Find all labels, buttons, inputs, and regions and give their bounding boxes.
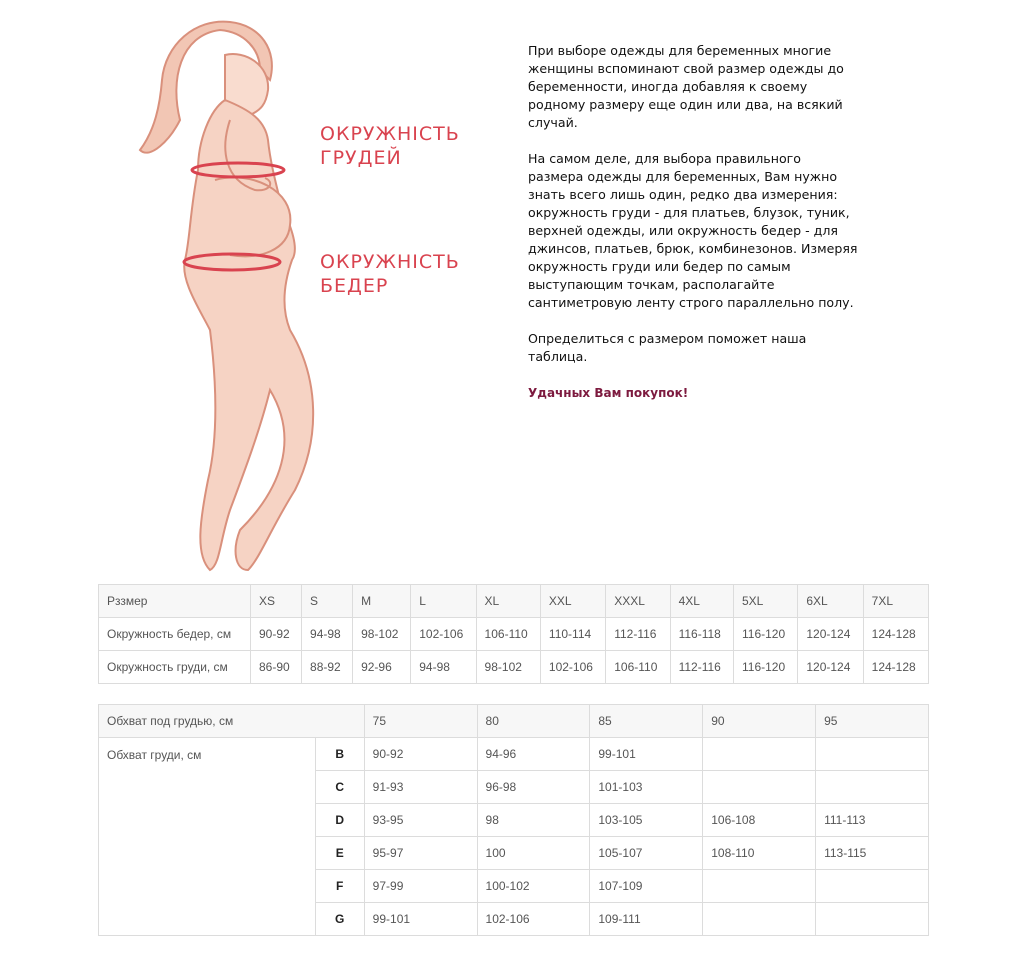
cup-e: E bbox=[315, 837, 364, 870]
cup-f: F bbox=[315, 870, 364, 903]
table-cell: 98-102 bbox=[476, 651, 540, 684]
cup-b: B bbox=[315, 738, 364, 771]
table-cell: 111-113 bbox=[816, 804, 929, 837]
table-cell: 100 bbox=[477, 837, 590, 870]
size-xs: XS bbox=[251, 585, 302, 618]
table-cell: 109-111 bbox=[590, 903, 703, 936]
table-cell: 99-101 bbox=[590, 738, 703, 771]
size-4xl: 4XL bbox=[670, 585, 733, 618]
table-cell: 92-96 bbox=[353, 651, 411, 684]
table-cell: 90-92 bbox=[364, 738, 477, 771]
table-cell: 97-99 bbox=[364, 870, 477, 903]
table-cell: 116-120 bbox=[733, 651, 797, 684]
table-cell: 90-92 bbox=[251, 618, 302, 651]
table-cell: 98 bbox=[477, 804, 590, 837]
underbust-75: 75 bbox=[364, 705, 477, 738]
description-text bbox=[528, 42, 858, 402]
table-cell: 94-98 bbox=[302, 618, 353, 651]
table-cell: 99-101 bbox=[364, 903, 477, 936]
table-cell: 95-97 bbox=[364, 837, 477, 870]
table-cell: 91-93 bbox=[364, 771, 477, 804]
table-cell: 120-124 bbox=[798, 651, 863, 684]
cup-d: D bbox=[315, 804, 364, 837]
table-cell: 93-95 bbox=[364, 804, 477, 837]
table-cell: 102-106 bbox=[411, 618, 476, 651]
table-cell: 103-105 bbox=[590, 804, 703, 837]
size-xl: XL bbox=[476, 585, 540, 618]
size-6xl: 6XL bbox=[798, 585, 863, 618]
table-cell: 102-106 bbox=[477, 903, 590, 936]
size-xxxl: XXXL bbox=[606, 585, 670, 618]
size-header-label: Рззмер bbox=[99, 585, 251, 618]
cup-g: G bbox=[315, 903, 364, 936]
table-cell bbox=[816, 870, 929, 903]
table-cell: 120-124 bbox=[798, 618, 863, 651]
table-cell: 108-110 bbox=[703, 837, 816, 870]
bra-size-table bbox=[98, 704, 929, 936]
table-cell: 106-110 bbox=[476, 618, 540, 651]
table-cell: 101-103 bbox=[590, 771, 703, 804]
table-cell: 116-120 bbox=[733, 618, 797, 651]
table-cell: 112-116 bbox=[606, 618, 670, 651]
size-s: S bbox=[302, 585, 353, 618]
closing-text: Удачных Вам покупок! bbox=[528, 386, 689, 400]
table-cell: 112-116 bbox=[670, 651, 733, 684]
table-cell: 100-102 bbox=[477, 870, 590, 903]
table-cell bbox=[703, 870, 816, 903]
table-cell: 94-98 bbox=[411, 651, 476, 684]
table-cell: 96-98 bbox=[477, 771, 590, 804]
hips-label bbox=[320, 250, 460, 298]
table-cell: 116-118 bbox=[670, 618, 733, 651]
size-m: M bbox=[353, 585, 411, 618]
bust-label-line-1: ОКРУЖНІСТЬ bbox=[320, 123, 460, 145]
table-cell bbox=[816, 771, 929, 804]
underbust-90: 90 bbox=[703, 705, 816, 738]
table-cell: 107-109 bbox=[590, 870, 703, 903]
table-row bbox=[99, 651, 929, 684]
size-7xl: 7XL bbox=[863, 585, 928, 618]
paragraph-2: На самом деле, для выбора правильного размера одежды для беременных, Вам нужно знать всего лишь один, редко два измерения: окружность груди - для платьев, блузок, туник, верхней одежды, или окружность бедер - для джинсов, платьев, брюк, комбинезонов. Измеряя окружность груди или бедер по самым выступающим точкам, располагайте сантиметровую ленту строго параллельно полу. bbox=[528, 151, 858, 310]
underbust-95: 95 bbox=[816, 705, 929, 738]
size-table bbox=[98, 584, 929, 684]
table-cell: 113-115 bbox=[816, 837, 929, 870]
bust-label-cell: Обхват груди, см bbox=[99, 738, 316, 936]
table-cell bbox=[816, 903, 929, 936]
cup-c: C bbox=[315, 771, 364, 804]
table-cell: 124-128 bbox=[863, 651, 928, 684]
bra-table-header-row bbox=[99, 705, 929, 738]
table-cell: 102-106 bbox=[540, 651, 605, 684]
underbust-label: Обхват под грудью, см bbox=[99, 705, 365, 738]
size-xxl: XXL bbox=[540, 585, 605, 618]
row-label: Окружность груди, см bbox=[99, 651, 251, 684]
table-row bbox=[99, 618, 929, 651]
size-5xl: 5XL bbox=[733, 585, 797, 618]
underbust-80: 80 bbox=[477, 705, 590, 738]
hips-label-line-1: ОКРУЖНІСТЬ bbox=[320, 251, 460, 273]
table-row bbox=[99, 738, 929, 771]
table-cell: 88-92 bbox=[302, 651, 353, 684]
table-cell: 86-90 bbox=[251, 651, 302, 684]
paragraph-3: Определиться с размером поможет наша таблица. bbox=[528, 331, 807, 364]
table-cell: 110-114 bbox=[540, 618, 605, 651]
hips-label-line-2: БЕДЕР bbox=[320, 275, 389, 297]
table-cell bbox=[816, 738, 929, 771]
table-cell: 94-96 bbox=[477, 738, 590, 771]
table-cell bbox=[703, 738, 816, 771]
table-cell: 105-107 bbox=[590, 837, 703, 870]
bust-label-line-2: ГРУДЕЙ bbox=[320, 147, 402, 169]
row-label: Окружность бедер, см bbox=[99, 618, 251, 651]
table-cell: 106-110 bbox=[606, 651, 670, 684]
table-cell: 124-128 bbox=[863, 618, 928, 651]
table-cell: 98-102 bbox=[353, 618, 411, 651]
size-table-header-row bbox=[99, 585, 929, 618]
table-cell: 106-108 bbox=[703, 804, 816, 837]
underbust-85: 85 bbox=[590, 705, 703, 738]
table-cell bbox=[703, 903, 816, 936]
paragraph-1: При выборе одежды для беременных многие женщины вспоминают свой размер одежды до беременности, иногда добавляя к своему родному размеру еще один или два, на всякий случай. bbox=[528, 43, 844, 130]
size-l: L bbox=[411, 585, 476, 618]
bust-label bbox=[320, 122, 460, 170]
table-cell bbox=[703, 771, 816, 804]
